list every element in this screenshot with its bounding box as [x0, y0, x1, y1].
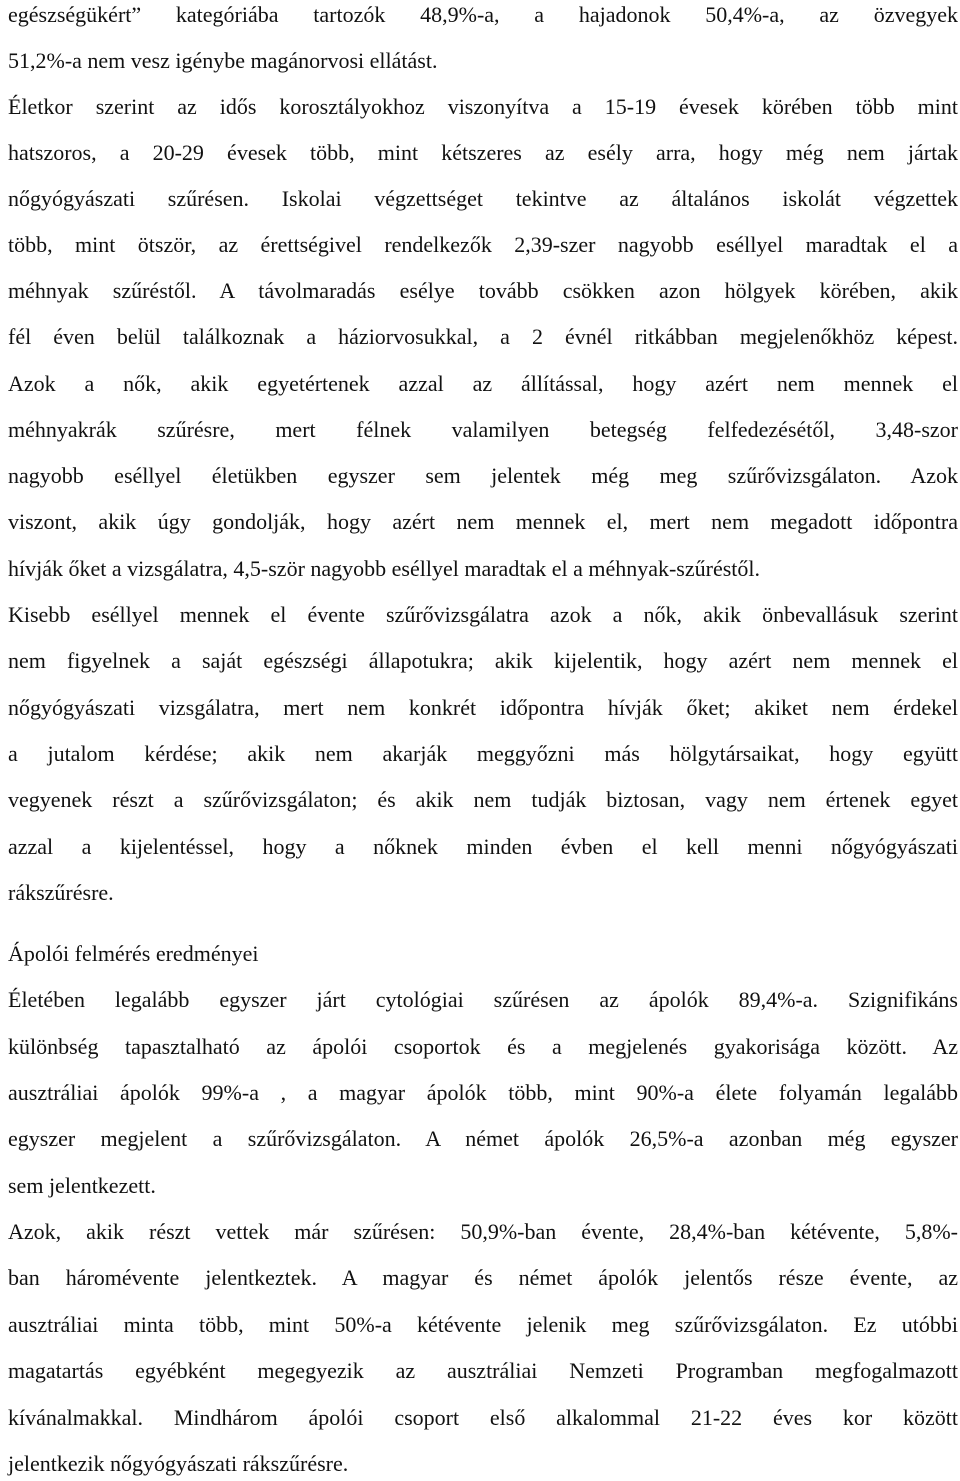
text-line: nem figyelnek a saját egészségi állapotukra; akik kijelentik, hogy azért nem mennek el: [8, 648, 958, 673]
text-line: azzal a kijelentéssel, hogy a nőknek minden évben el kell menni nőgyógyászati: [8, 834, 958, 859]
text-line: különbség tapasztalható az ápolói csoportok és a megjelenés gyakorisága között. Az: [8, 1034, 958, 1059]
text-line: egészségükért” kategóriába tartozók 48,9%-a, a hajadonok 50,4%-a, az özvegyek: [8, 2, 958, 27]
text-line: rákszűrésre.: [8, 880, 114, 905]
text-line: nőgyógyászati szűrésen. Iskolai végzettséget tekintve az általános iskolát végzettek: [8, 186, 958, 211]
text-line: ausztráliai ápolók 99%-a , a magyar ápolók több, mint 90%-a élete folyamán legalább: [8, 1080, 958, 1105]
text-line: jelentkezik nőgyógyászati rákszűrésre.: [8, 1451, 349, 1476]
text-line: ban háromévente jelentkeztek. A magyar és német ápolók jelentős része évente, az: [8, 1265, 958, 1290]
text-line: viszont, akik úgy gondolják, hogy azért nem mennek el, mert nem megadott időpontra: [8, 509, 958, 534]
text-line: méhnyak szűréstől. A távolmaradás esélye tovább csökken azon hölgyek körében, akik: [8, 278, 958, 303]
text-line: kívánalmakkal. Mindhárom ápolói csoport első alkalommal 21-22 éves kor között: [8, 1405, 958, 1430]
text-line: nagyobb eséllyel életükben egyszer sem jelentek még meg szűrővizsgálaton. Azok: [8, 463, 958, 488]
text-line: a jutalom kérdése; akik nem akarják meggyőzni más hölgytársaikat, hogy együtt: [8, 741, 958, 766]
text-line: nőgyógyászati vizsgálatra, mert nem konkrét időpontra hívják őket; akiket nem érdekel: [8, 695, 958, 720]
text-line: hatszoros, a 20-29 évesek több, mint kétszeres az esély arra, hogy még nem jártak: [8, 140, 958, 165]
text-line: méhnyakrák szűrésre, mert félnek valamilyen betegség felfedezésétől, 3,48-szor: [8, 417, 958, 442]
text-line: Életében legalább egyszer járt cytológiai szűrésen az ápolók 89,4%-a. Szignifikáns: [8, 987, 958, 1012]
text-line: 51,2%-a nem vesz igénybe magánorvosi ellátást.: [8, 48, 438, 73]
text-line: vegyenek részt a szűrővizsgálaton; és akik nem tudják biztosan, vagy nem értenek egyet: [8, 787, 958, 812]
text-line: Azok, akik részt vettek már szűrésen: 50,9%-ban évente, 28,4%-ban kétévente, 5,8%-: [8, 1219, 958, 1244]
text-line: egyszer megjelent a szűrővizsgálaton. A német ápolók 26,5%-a azonban még egyszer: [8, 1126, 958, 1151]
text-line: Azok a nők, akik egyetértenek azzal az állítással, hogy azért nem mennek el: [8, 371, 958, 396]
text-line: több, mint ötször, az érettségivel rendelkezők 2,39-szer nagyobb eséllyel maradtak el a: [8, 232, 958, 257]
text-line: ausztráliai minta több, mint 50%-a kétévente jelenik meg szűrővizsgálaton. Ez utóbbi: [8, 1312, 958, 1337]
text-line: magatartás egyébként megegyezik az ausztráliai Nemzeti Programban megfogalmazott: [8, 1358, 958, 1383]
text-line: Kisebb eséllyel mennek el évente szűrővizsgálatra azok a nők, akik önbevallásuk szerint: [8, 602, 958, 627]
text-line: sem jelentkezett.: [8, 1173, 156, 1198]
text-line: fél éven belül találkoznak a háziorvosukkal, a 2 évnél ritkábban megjelenőkhöz képest.: [8, 324, 958, 349]
text-line: hívják őket a vizsgálatra, 4,5-ször nagyobb eséllyel maradtak el a méhnyak-szűréstől.: [8, 556, 761, 581]
section-heading: Ápolói felmérés eredményei: [8, 941, 259, 966]
text-line: Életkor szerint az idős korosztályokhoz viszonyítva a 15-19 évesek körében több mint: [8, 94, 958, 119]
